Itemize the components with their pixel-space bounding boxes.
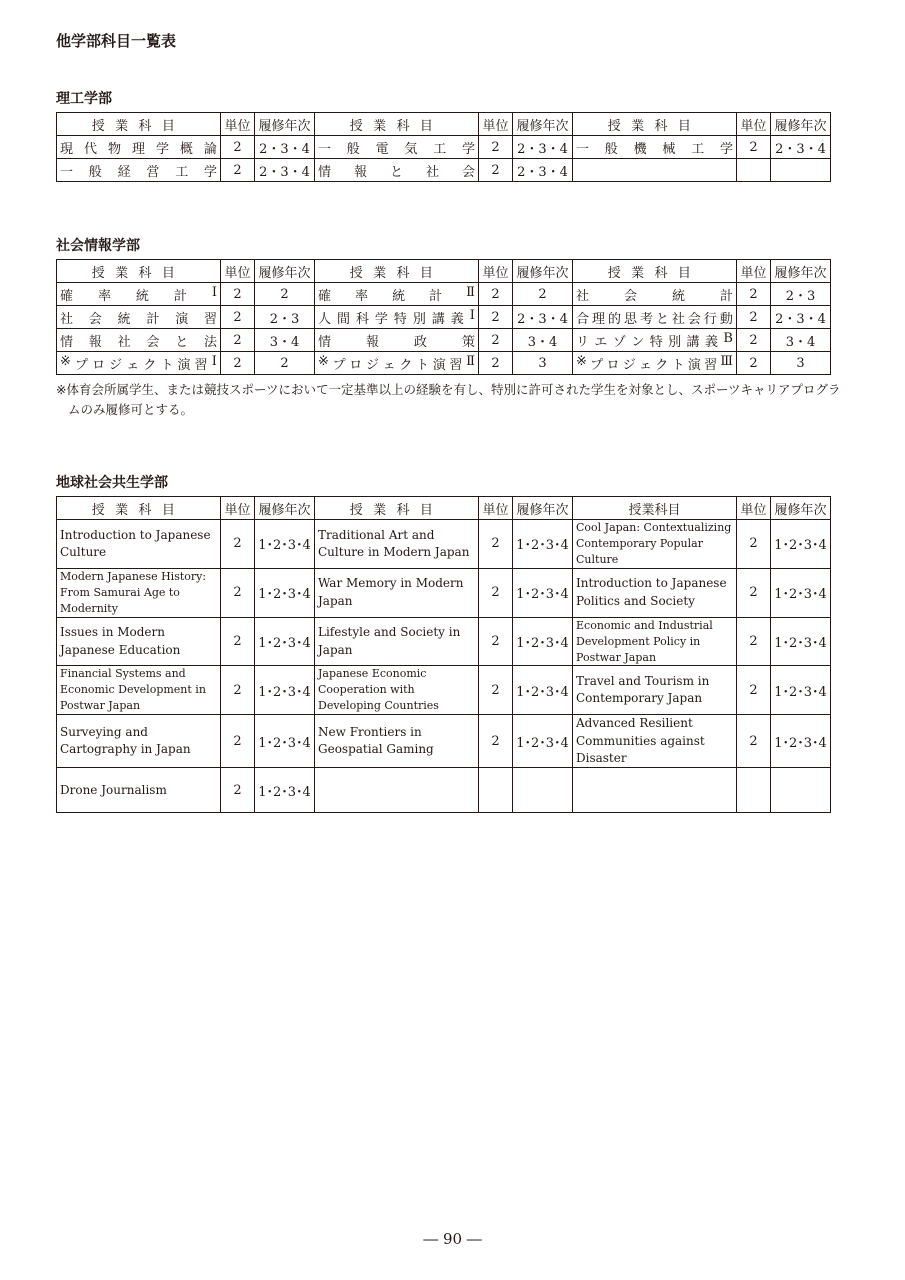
course-name [573,306,737,329]
course-year: 1･2･3･4 [771,520,831,569]
course-year: 1･2･3･4 [513,617,573,666]
course-name: Introduction to Japanese Culture [57,520,221,569]
page-title: 他学部科目一覧表 [56,32,177,50]
course-name [315,352,479,375]
course-credits: 2 [479,159,513,182]
course-credits: 2 [737,568,771,617]
spread-text: 確 率 統 計 Ⅱ [318,284,475,304]
course-name: Economic and Industrial Development Policy in Postwar Japan [573,617,737,666]
course-year: 1･2･3･4 [771,715,831,768]
course-credits: 2 [479,715,513,768]
course-name [315,306,479,329]
header-credits: 単位 [221,497,255,520]
section-title-science: 理工学部 [56,91,112,107]
course-credits: 2 [737,520,771,569]
course-year: 2・3・4 [513,159,573,182]
table-row [57,617,831,666]
spread-text: リ エ ゾ ン 特 別 講 義 B [576,330,733,350]
course-credits: 2 [221,715,255,768]
course-year: 1･2･3･4 [513,666,573,715]
course-name [315,329,479,352]
course-credits: 2 [221,568,255,617]
course-credits: 2 [737,617,771,666]
spread-text: 一 般 電 気 工 学 [318,141,475,157]
course-year: 2・3・4 [771,136,831,159]
course-name: Issues in Modern Japanese Education [57,617,221,666]
header-subject: 授業科目 [573,113,737,136]
course-year: 1･2･3･4 [255,715,315,768]
spread-text: ※ プ ロ ジ ェ ク ト 演 習 Ⅰ [60,353,217,373]
empty-cell [771,159,831,182]
course-name [315,159,479,182]
course-name [57,352,221,375]
table-row [57,768,831,813]
course-name [57,306,221,329]
empty-cell [479,768,513,813]
course-name [57,136,221,159]
course-credits: 2 [221,666,255,715]
course-credits: 2 [479,617,513,666]
course-year: 2・3 [255,306,315,329]
header-credits: 単位 [737,260,771,283]
spread-text: 人 間 科 学 特 別 講 義 Ⅰ [318,307,475,327]
course-year: 1･2･3･4 [255,666,315,715]
table-row [57,159,831,182]
header-year: 履修年次 [771,260,831,283]
course-name [57,329,221,352]
course-credits: 2 [737,352,771,375]
course-credits: 2 [221,768,255,813]
course-name: Traditional Art and Culture in Modern Japan [315,520,479,569]
course-name: Japanese Economic Cooperation with Developing Countries [315,666,479,715]
course-year: 2・3 [771,283,831,306]
header-year: 履修年次 [513,260,573,283]
header-subject: 授業科目 [57,113,221,136]
course-name [57,159,221,182]
course-year: 3 [513,352,573,375]
global-studies-course-table [56,496,831,813]
empty-cell [513,768,573,813]
course-credits: 2 [221,306,255,329]
empty-cell [737,159,771,182]
course-year: 3・4 [513,329,573,352]
empty-cell [737,768,771,813]
course-name: Drone Journalism [57,768,221,813]
course-year: 1･2･3･4 [513,568,573,617]
table-row [57,666,831,715]
course-year: 2・3・4 [255,136,315,159]
header-subject: 授業科目 [57,260,221,283]
course-name: Advanced Resilient Communities against Disaster [573,715,737,768]
course-credits: 2 [221,136,255,159]
header-year: 履修年次 [255,113,315,136]
course-name [573,329,737,352]
course-credits: 2 [737,306,771,329]
table-row [57,520,831,569]
course-credits: 2 [737,666,771,715]
header-year: 履修年次 [771,113,831,136]
table-header-row [57,113,831,136]
course-year: 1･2･3･4 [771,568,831,617]
course-name: Financial Systems and Economic Development in Postwar Japan [57,666,221,715]
spread-text: 現 代 物 理 学 概 論 [60,141,217,157]
table-row [57,329,831,352]
header-year: 履修年次 [255,260,315,283]
empty-cell [315,768,479,813]
course-credits: 2 [221,283,255,306]
course-year: 1･2･3･4 [255,617,315,666]
table-header-row [57,497,831,520]
table-row [57,283,831,306]
spread-text: 情 報 社 会 と 法 [60,334,217,350]
empty-cell [573,159,737,182]
course-name: Modern Japanese History: From Samurai Age to Modernity [57,568,221,617]
course-year: 3 [771,352,831,375]
course-credits: 2 [479,283,513,306]
course-credits: 2 [737,136,771,159]
spread-text: ※ プ ロ ジ ェ ク ト 演 習 Ⅲ [576,353,733,373]
table-row [57,715,831,768]
course-credits: 2 [737,715,771,768]
course-credits: 2 [479,306,513,329]
header-year: 履修年次 [513,497,573,520]
header-subject: 授業科目 [57,497,221,520]
spread-text: 情 報 と 社 会 [318,164,475,180]
course-credits: 2 [737,283,771,306]
empty-cell [771,768,831,813]
table-row [57,306,831,329]
course-name: Lifestyle and Society in Japan [315,617,479,666]
course-credits: 2 [221,352,255,375]
course-name [573,283,737,306]
course-credits: 2 [479,568,513,617]
empty-cell [573,768,737,813]
header-year: 履修年次 [255,497,315,520]
course-year: 2・3・4 [513,306,573,329]
page-number: ― 90 ― [423,1230,482,1248]
course-credits: 2 [479,352,513,375]
spread-text: 一 般 経 営 工 学 [60,164,217,180]
course-name [315,136,479,159]
header-credits: 単位 [221,113,255,136]
header-credits: 単位 [479,113,513,136]
header-subject: 授業科目 [315,113,479,136]
course-year: 2・3・4 [513,136,573,159]
course-year: 2 [255,283,315,306]
course-name: New Frontiers in Geospatial Gaming [315,715,479,768]
course-name [57,283,221,306]
course-year: 2・3・4 [771,306,831,329]
spread-text: 確 率 統 計 Ⅰ [60,284,217,304]
spread-text: 合 理 的 思 考 と 社 会 行 動 [576,311,733,327]
course-credits: 2 [221,159,255,182]
spread-text: 情 報 政 策 [318,334,475,350]
course-name: Surveying and Cartography in Japan [57,715,221,768]
course-year: 2 [255,352,315,375]
table-header-row [57,260,831,283]
course-credits: 2 [221,520,255,569]
header-subject: 授業科目 [315,260,479,283]
course-credits: 2 [737,329,771,352]
header-year: 履修年次 [513,113,573,136]
header-credits: 単位 [479,260,513,283]
course-name [573,352,737,375]
course-name: Cool Japan: Contextualizing Contemporary Popular Culture [573,520,737,569]
course-year: 1･2･3･4 [255,520,315,569]
section-title-global-studies: 地球社会共生学部 [56,475,168,491]
table-row [57,136,831,159]
section-title-social-informatics: 社会情報学部 [56,238,140,254]
course-year: 1･2･3･4 [513,715,573,768]
course-name [315,283,479,306]
spread-text: 社 会 統 計 演 習 [60,311,217,327]
header-credits: 単位 [221,260,255,283]
header-subject: 授業科目 [573,497,737,520]
course-year: 3・4 [255,329,315,352]
course-name: Introduction to Japanese Politics and Society [573,568,737,617]
social-informatics-course-table [56,259,831,375]
course-year: 3・4 [771,329,831,352]
spread-text: ※ プ ロ ジ ェ ク ト 演 習 Ⅱ [318,353,475,373]
course-credits: 2 [479,136,513,159]
course-year: 2 [513,283,573,306]
header-credits: 単位 [737,113,771,136]
header-credits: 単位 [479,497,513,520]
header-subject: 授業科目 [315,497,479,520]
course-name: War Memory in Modern Japan [315,568,479,617]
course-credits: 2 [221,617,255,666]
sports-career-note: ※体育会所属学生、または競技スポーツにおいて一定基準以上の経験を有し、特別に許可された学生を対象とし、スポーツキャリアプログラムのみ履修可とする。 [56,382,841,417]
course-year: 1･2･3･4 [255,568,315,617]
course-credits: 2 [479,666,513,715]
course-year: 1･2･3･4 [771,666,831,715]
course-name [573,136,737,159]
course-name: Travel and Tourism in Contemporary Japan [573,666,737,715]
header-year: 履修年次 [771,497,831,520]
course-credits: 2 [479,329,513,352]
spread-text: 一 般 機 械 工 学 [576,141,733,157]
spread-text: 社 会 統 計 [576,288,733,304]
course-year: 1･2･3･4 [771,617,831,666]
header-credits: 単位 [737,497,771,520]
course-credits: 2 [221,329,255,352]
header-subject: 授業科目 [573,260,737,283]
course-year: 2・3・4 [255,159,315,182]
course-credits: 2 [479,520,513,569]
course-year: 1･2･3･4 [513,520,573,569]
table-row [57,352,831,375]
table-row [57,568,831,617]
course-year: 1･2･3･4 [255,768,315,813]
science-course-table [56,112,831,182]
